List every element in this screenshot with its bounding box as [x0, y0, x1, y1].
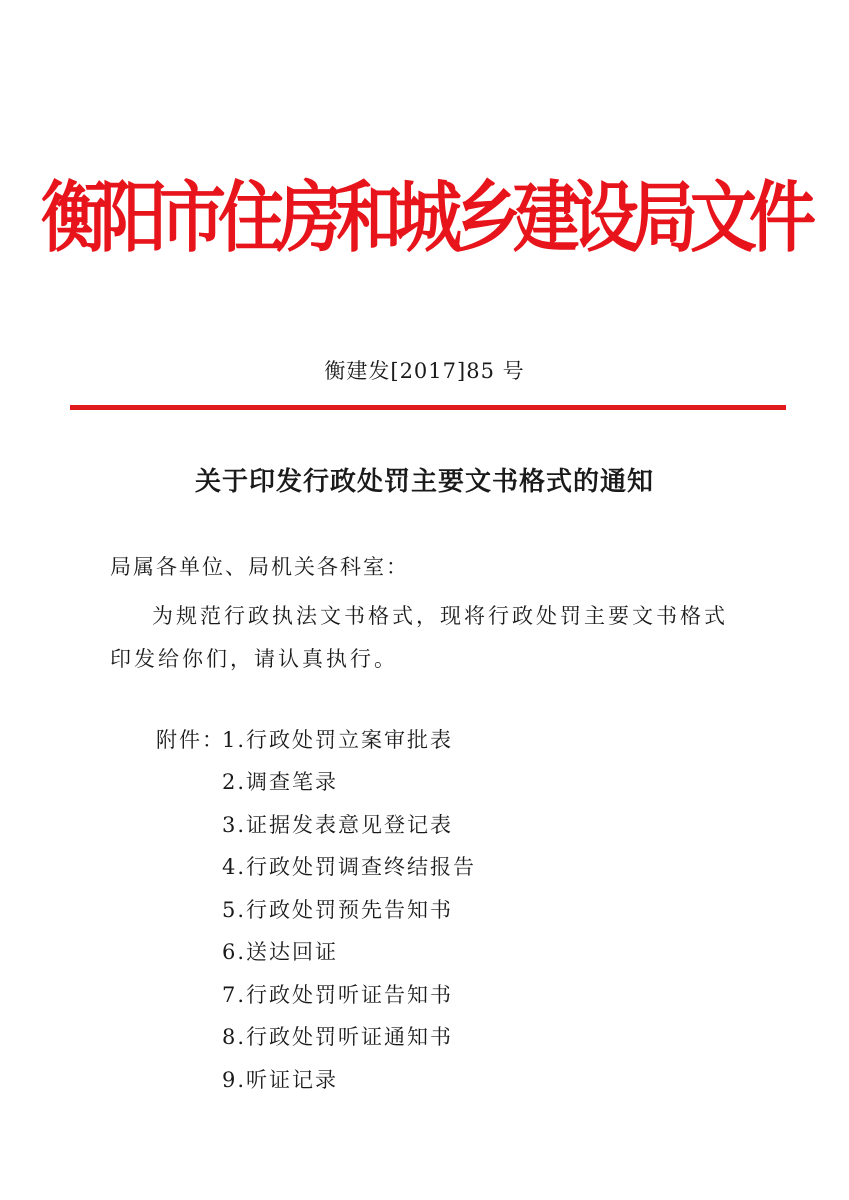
attachment-item: 4.行政处罚调查终结报告 — [222, 855, 477, 879]
attachment-item: 3.证据发表意见登记表 — [222, 813, 454, 837]
attachment-item: 1.行政处罚立案审批表 — [222, 728, 454, 752]
attachment-item: 5.行政处罚预先告知书 — [222, 898, 454, 922]
attachment-item: 6.送达回证 — [222, 940, 339, 964]
attachments-label: 附件： — [156, 728, 225, 752]
document-number: 衡建发[2017]85 号 — [324, 359, 525, 383]
attachment-item: 2.调查笔录 — [222, 770, 339, 794]
body-paragraph: 为规范行政执法文书格式，现将行政处罚主要文书格式印发给你们，请认真执行。 — [110, 604, 728, 671]
red-separator-line — [70, 405, 786, 410]
attachment-item: 7.行政处罚听证告知书 — [222, 983, 454, 1007]
attachment-item: 8.行政处罚听证通知书 — [222, 1025, 454, 1049]
salutation: 局属各单位、局机关各科室： — [110, 555, 409, 579]
masthead-title: 衡阳市住房和城乡建设局文件 — [41, 173, 808, 263]
attachment-item: 9.听证记录 — [222, 1068, 339, 1092]
notice-title: 关于印发行政处罚主要文书格式的通知 — [194, 467, 654, 497]
